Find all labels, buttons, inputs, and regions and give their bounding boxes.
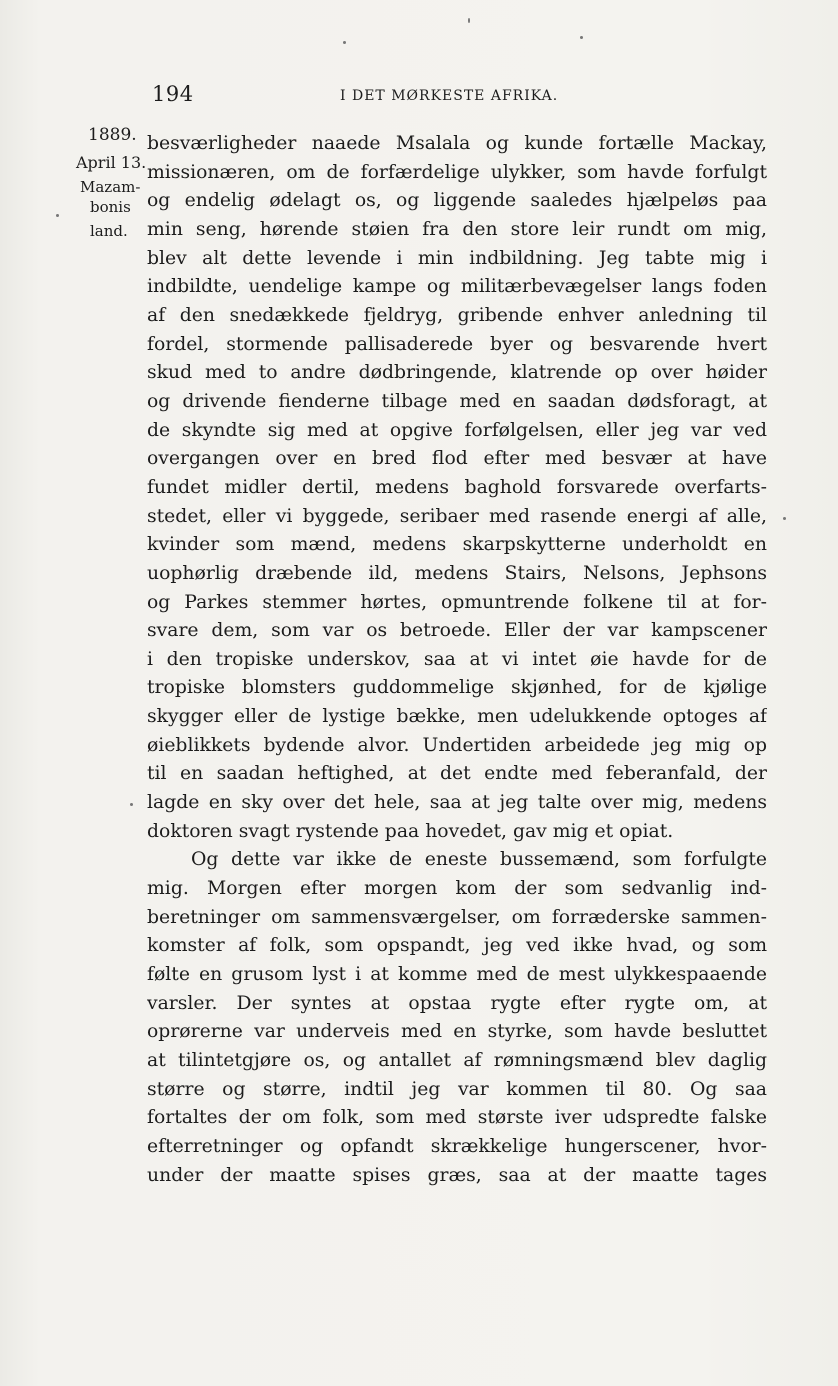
- paper-speck: [783, 517, 786, 520]
- running-title: I DET MØRKESTE AFRIKA.: [340, 88, 559, 104]
- text-line: lagde en sky over det hele, saa at jeg talte over mig, medens: [147, 792, 767, 814]
- paper-speck: [56, 214, 59, 217]
- text-line: fundet midler dertil, medens baghold forsvarede overfarts-: [147, 476, 767, 498]
- text-line: følte en grusom lyst i at komme med de mest ulykkespaaende: [147, 964, 767, 986]
- body-text: [147, 130, 767, 1190]
- text-line: fortaltes der om folk, som med største iver udspredte falske: [147, 1107, 767, 1129]
- text-line: komster af folk, som opspandt, jeg ved ikke hvad, og som: [147, 935, 767, 957]
- text-line: oprørerne var underveis med en styrke, som havde besluttet: [147, 1021, 767, 1043]
- text-line: beretninger om sammensværgelser, om forræderske sammen-: [147, 906, 767, 928]
- text-line: overgangen over en bred flod efter med besvær at have: [147, 448, 767, 470]
- margin-note-place: land.: [90, 222, 128, 240]
- text-line: Og dette var ikke de eneste bussemænd, som forfulgte: [191, 849, 767, 871]
- margin-note-year: 1889.: [88, 125, 137, 145]
- text-line: uophørlig dræbende ild, medens Stairs, Nelsons, Jephsons: [147, 562, 767, 584]
- text-line: større og større, indtil jeg var kommen til 80. Og saa: [147, 1078, 767, 1100]
- text-line: besværligheder naaede Msalala og kunde fortælle Mackay,: [147, 133, 767, 154]
- text-line: og endelig ødelagt os, og liggende saaledes hjælpeløs paa: [147, 190, 767, 212]
- text-line: til en saadan heftighed, at det endte med feberanfald, der: [147, 763, 767, 785]
- text-line: min seng, hørende støien fra den store leir rundt om mig,: [147, 218, 767, 240]
- margin-note-place: Mazam-: [80, 178, 141, 196]
- text-line: at tilintetgjøre os, og antallet af rømningsmænd blev daglig: [147, 1050, 767, 1071]
- paper-speck: [468, 18, 470, 23]
- margin-note-date: April 13.: [76, 153, 147, 172]
- page-header: [150, 82, 768, 108]
- text-line: i den tropiske underskov, saa at vi intet øie havde for de: [147, 648, 767, 670]
- text-line: doktoren svagt rystende paa hovedet, gav mig et opiat.: [147, 820, 674, 842]
- text-line: missionæren, om de forfærdelige ulykker, som havde forfulgt: [147, 161, 767, 183]
- text-line: og drivende fienderne tilbage med en saadan dødsforagt, at: [147, 390, 767, 412]
- paper-speck: [130, 803, 133, 806]
- text-line: svare dem, som var os betroede. Eller der var kampscener: [147, 620, 767, 642]
- text-line: efterretninger og opfandt skrækkelige hungerscener, hvor-: [147, 1135, 767, 1157]
- text-line: øieblikkets bydende alvor. Undertiden arbeidede jeg mig op: [147, 734, 767, 756]
- text-line: stedet, eller vi byggede, seribaer med rasende energi af alle,: [147, 505, 767, 527]
- page-number: 194: [152, 82, 194, 106]
- paper-speck: [343, 41, 346, 44]
- text-line: fordel, stormende pallisaderede byer og besvarende hvert: [147, 333, 767, 355]
- text-line: mig. Morgen efter morgen kom der som sedvanlig ind-: [147, 878, 767, 900]
- paper-speck: [580, 36, 583, 39]
- text-line: og Parkes stemmer hørtes, opmuntrende folkene til at for-: [147, 591, 767, 613]
- text-line: blev alt dette levende i min indbildning. Jeg tabte mig i: [147, 247, 767, 269]
- text-line: skygger eller de lystige bække, men udelukkende optoges af: [147, 706, 767, 728]
- text-line: de skyndte sig med at opgive forfølgelsen, eller jeg var ved: [147, 419, 767, 441]
- text-line: under der maatte spises græs, saa at der maatte tages: [147, 1164, 767, 1186]
- text-line: varsler. Der syntes at opstaa rygte efter rygte om, at: [147, 992, 767, 1014]
- text-line: kvinder som mænd, medens skarpskytterne underholdt en: [147, 534, 767, 556]
- text-line: af den snedækkede fjeldryg, gribende enhver anledning til: [147, 304, 767, 326]
- margin-note-place: bonis: [90, 198, 131, 216]
- text-line: skud med to andre dødbringende, klatrende op over høider: [147, 362, 767, 384]
- text-line: indbildte, uendelige kampe og militærbevægelser langs foden: [147, 276, 767, 298]
- text-line: tropiske blomsters guddommelige skjønhed, for de kjølige: [147, 677, 767, 699]
